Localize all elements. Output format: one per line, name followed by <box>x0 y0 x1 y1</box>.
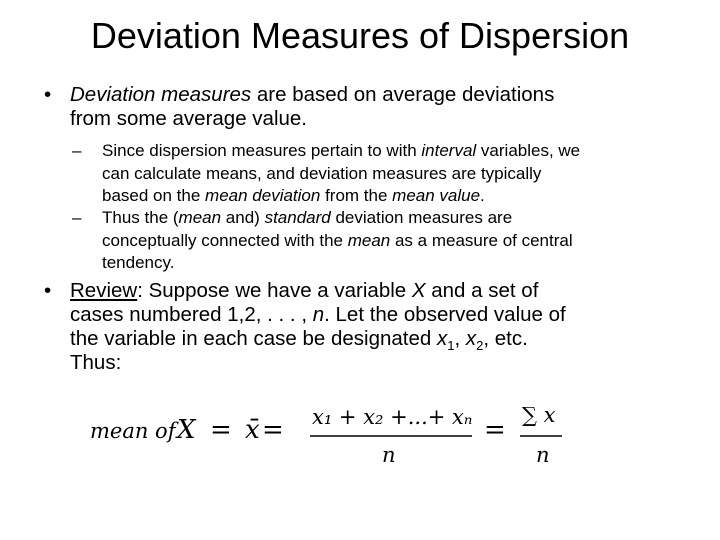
formula-sum: ∑ x <box>522 403 556 427</box>
bullet-line: Deviation measures are based on average deviations <box>70 83 555 106</box>
sub-line: based on the mean deviation from the mean value. <box>102 186 485 205</box>
sub-line: can calculate means, and deviation measures are typically <box>102 163 542 183</box>
bullet-line: from some average value. <box>70 107 308 130</box>
slide-title: Deviation Measures of Dispersion <box>90 15 630 56</box>
formula-numerator: x₁ + x₂ +...+ xₙ <box>312 405 473 429</box>
bullet-line: cases numbered 1,2, . . . , n. Let the observed value of <box>70 303 566 326</box>
dash-mark: – <box>72 141 82 160</box>
formula-xbar: x̄ <box>245 415 260 445</box>
formula-denominator: n <box>382 443 396 467</box>
bullet-mark: • <box>44 83 52 106</box>
bullet-line: Thus: <box>70 351 122 374</box>
formula-sum-denominator: n <box>536 443 550 467</box>
emphasis: Deviation measures <box>70 83 252 106</box>
review-label: Review <box>70 279 138 302</box>
bullet-line: the variable in each case be designated $x_1$, $x_2$, etc. <box>70 327 528 354</box>
formula-lhs: mean of <box>90 419 176 443</box>
sub-line: conceptually connected with the mean as a measure of central <box>102 230 573 250</box>
bullet-line: Review: Suppose we have a variable X and a set of <box>70 279 539 302</box>
bullet-mark: • <box>44 279 52 302</box>
formula-X: X <box>177 415 196 445</box>
sub-line: tendency. <box>102 253 175 272</box>
formula-equals-2: = <box>262 415 284 445</box>
formula-equals-1: = <box>210 415 232 445</box>
sub-line: Since dispersion measures pertain to with interval variables, we <box>102 141 581 160</box>
dash-mark: – <box>72 208 82 227</box>
formula-equals-3: = <box>484 415 506 445</box>
sub-line: Thus the (mean and) standard deviation measures are <box>102 208 513 227</box>
